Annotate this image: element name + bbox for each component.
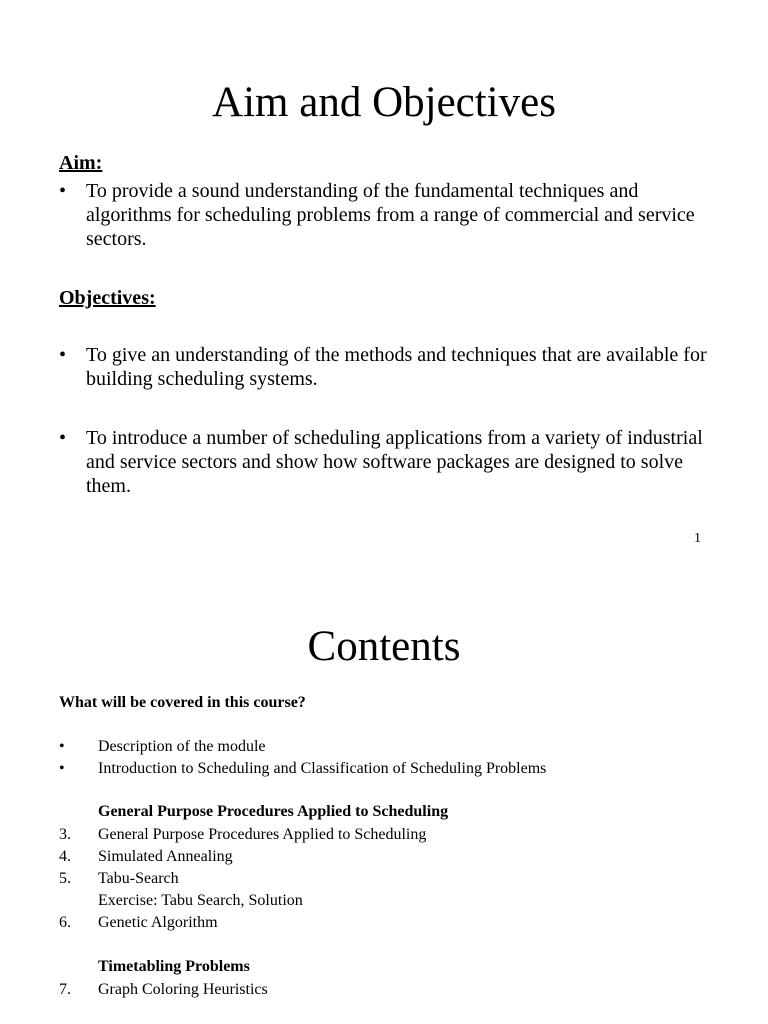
list-item-text: Graph Coloring Heuristics <box>98 981 268 998</box>
page-number: 1 <box>694 531 701 546</box>
bullet-marker: • <box>59 180 67 202</box>
bullet-marker: • <box>59 427 67 449</box>
slide-title-contents: Contents <box>307 623 461 670</box>
aim-heading: Aim: <box>59 152 103 174</box>
list-marker: 7. <box>59 981 71 998</box>
objective-bullet-item <box>59 343 719 391</box>
list-marker: • <box>59 760 65 777</box>
list-marker: 6. <box>59 914 71 931</box>
bullet-marker: • <box>59 344 67 366</box>
aim-bullet-item <box>59 179 719 251</box>
section-heading: General Purpose Procedures Applied to Scheduling <box>98 803 449 820</box>
list-item-text: Description of the module <box>98 738 266 755</box>
list-marker: 5. <box>59 870 71 887</box>
list-item-text: Exercise: Tabu Search, Solution <box>98 892 303 909</box>
objectives-heading: Objectives: <box>59 287 156 309</box>
list-item-text: General Purpose Procedures Applied to Scheduling <box>98 826 427 843</box>
list-marker: • <box>59 738 65 755</box>
list-item-text: Genetic Algorithm <box>98 914 218 931</box>
objective-bullet-item <box>59 426 719 498</box>
list-marker: 4. <box>59 848 71 865</box>
list-item-text: Tabu-Search <box>98 870 179 887</box>
aim-text: To provide a sound understanding of the fundamental techniques and algorithms for scheduling problems from a range of commercial and service sectors. <box>86 180 695 250</box>
contents-question: What will be covered in this course? <box>59 694 306 711</box>
list-marker: 3. <box>59 826 71 843</box>
objective-text: To introduce a number of scheduling applications from a variety of industrial and service sectors and show how software packages are designed to solve them. <box>86 427 703 497</box>
list-item-text: Introduction to Scheduling and Classification of Scheduling Problems <box>98 760 547 777</box>
section-heading: Timetabling Problems <box>98 958 250 975</box>
objective-text: To give an understanding of the methods and techniques that are available for building scheduling systems. <box>86 344 707 390</box>
slide-title-aim-objectives: Aim and Objectives <box>212 79 556 126</box>
list-item-text: Simulated Annealing <box>98 848 233 865</box>
